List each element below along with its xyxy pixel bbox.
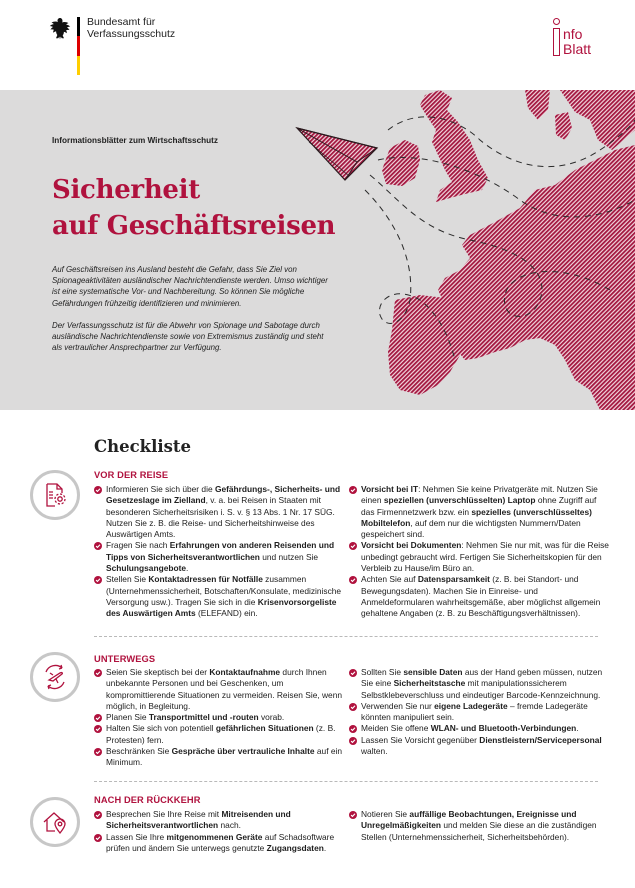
check-icon: [94, 542, 102, 550]
checklist-item: [94, 832, 344, 855]
checklist-column-left: [94, 667, 344, 769]
check-icon: [94, 748, 102, 756]
item-emphasis: Erfahrungen von anderen Reisenden und Tipps von Sicherheitsverantwortlichen: [106, 540, 335, 562]
item-text: Notieren Sie: [361, 809, 410, 819]
intro-paragraph-2: Der Verfassungsschutz ist für die Abwehr von Spionage und Sabotage durch ausländische Nachrichtendienste sowie von Extremismus zuständig und steht als vertraulicher Ansprechpartner zur Verfügung.: [52, 321, 324, 353]
title-line-1: Sicherheit: [52, 175, 200, 205]
map-iberia: [388, 295, 478, 395]
item-text: Besprechen Sie Ihre Reise mit: [106, 809, 222, 819]
item-text: (z. B. Protesten) fern.: [106, 723, 336, 745]
item-text: : Nehmen Sie keine Privatgeräte mit. Nutzen Sie einen: [361, 484, 598, 506]
checklist-column-right: [349, 484, 611, 620]
map-scandinavia: [525, 90, 635, 150]
checklist-item: [349, 540, 611, 574]
item-text: Beschränken Sie: [106, 746, 172, 757]
item-text: (ELEFAND) ein.: [195, 608, 258, 619]
item-emphasis: spezielles (unverschlüsseltes) Mobiltelefon: [361, 506, 592, 528]
hero-banner: [0, 90, 635, 410]
series-kicker: Informationsblätter zum Wirtschaftsschutz: [52, 136, 218, 145]
item-text: Meiden Sie offene: [361, 723, 431, 734]
item-emphasis: Dienstleistern/Servicepersonal: [479, 734, 602, 745]
logo-word-blatt: Blatt: [563, 41, 592, 57]
item-text: nach.: [218, 820, 241, 831]
check-icon: [94, 714, 102, 722]
checklist-item: [349, 701, 611, 724]
item-text: .: [323, 842, 327, 853]
check-icon: [349, 703, 357, 711]
item-text: Stellen Sie: [106, 574, 149, 585]
checklist-item: [349, 667, 611, 701]
checklist-item: [349, 809, 611, 843]
checklist-item: [94, 746, 344, 769]
item-text: mit manipulationssicherem Selbstklebeverschluss und eindeutiger Barcode-Kennzeichnung.: [361, 678, 601, 700]
logo-word-info: nfo: [563, 26, 583, 42]
check-icon: [94, 834, 102, 842]
infoblatt-logo: [551, 18, 621, 58]
checklist-item: [94, 540, 344, 574]
item-text: , v. a. bei Reisen in Staaten mit besonderen Sicherheitsrisiken i. S. v. § 13 Abs. 1 Nr. 17 SÜG. Nutzen Sie z. B. die Reise- und Sicherheitshinweise des Auswärtigen Amts.: [106, 495, 335, 540]
item-text: auf ein Minimum.: [106, 746, 343, 768]
item-emphasis: Datensparsamkeit: [417, 574, 490, 585]
federal-eagle-icon: [49, 17, 71, 41]
checklist-item: [94, 667, 344, 712]
item-emphasis: Zugangsdaten: [266, 842, 324, 853]
checklist-item: [94, 574, 344, 619]
item-emphasis: eigene Ladegeräte: [434, 700, 508, 711]
checklist-column-left: [94, 484, 344, 620]
item-text: durch Ihnen unbekannte Personen und bei Geschenken, um kompromittierende Situationen zu vermeiden. Reisen Sie, wenn möglich, in Begleitung.: [106, 667, 343, 711]
item-emphasis: Vorsicht bei Dokumenten: [361, 540, 462, 551]
flag-stripe-red: [77, 36, 80, 55]
checklist-item: [94, 484, 344, 540]
check-icon: [94, 669, 102, 677]
item-text: auf Schadsoftware prüfen und ändern Sie unterwegs genutzte: [106, 831, 335, 853]
item-text: aus der Hand geben müssen, nutzen Sie eine: [361, 667, 603, 689]
item-emphasis: Mitreisenden und Sicherheitsverantwortlichen: [106, 809, 291, 831]
item-emphasis: auffällige Beobachtungen, Ereignisse und Unregelmäßigkeiten: [361, 809, 577, 831]
flag-stripe-gold: [77, 56, 80, 75]
item-text: .: [576, 723, 579, 734]
item-text: , auf dem nur die wichtigsten Nummern/Daten gespeichert sind.: [361, 517, 581, 540]
title-line-2: auf Geschäftsreisen: [52, 211, 336, 241]
item-emphasis: Kontaktaufnahme: [209, 667, 281, 677]
check-icon: [349, 576, 357, 584]
section-heading: NACH DER RÜCKKEHR: [94, 795, 201, 805]
item-emphasis: Gespräche über vertrauliche Inhalte: [171, 746, 315, 757]
section-divider: [94, 781, 598, 782]
item-text: ohne Zugriff auf das Firmennetzwerk bzw. ein: [361, 495, 597, 517]
item-text: und nutzen Sie: [259, 551, 319, 562]
checklist-item: [349, 723, 611, 734]
check-icon: [94, 576, 102, 584]
checklist-title: Checkliste: [94, 437, 192, 456]
item-emphasis: sensible Daten: [403, 667, 463, 677]
check-icon: [349, 737, 357, 745]
section-divider: [94, 636, 598, 637]
item-text: vorab.: [258, 712, 285, 723]
flag-stripe-black: [77, 17, 80, 36]
item-emphasis: gefährlichen Situationen: [215, 723, 314, 734]
check-icon: [349, 669, 357, 677]
document-gear-icon: [30, 470, 80, 520]
checklist-column-right: [349, 809, 611, 843]
checklist-item: [349, 735, 611, 758]
logo-i-dot: [553, 18, 560, 25]
item-text: Achten Sie auf: [361, 574, 418, 585]
item-text: zusammen (Unternehmenssicherheit, Botschaften/Konsulate, medizinische Versorgung usw.). Tragen Sie sich in die: [106, 574, 342, 607]
item-emphasis: WLAN- und Bluetooth-Verbindungen: [430, 723, 577, 734]
check-icon: [349, 486, 357, 494]
item-text: Lassen Sie Vorsicht gegenüber: [361, 734, 480, 745]
map-great-britain: [420, 90, 488, 202]
item-text: walten.: [361, 746, 388, 757]
item-text: Seien Sie skeptisch bei der: [106, 667, 210, 677]
item-text: Verwenden Sie nur: [361, 700, 435, 711]
item-text: (z. B. bei Standort- und Bewegungsdaten). Machen Sie in Einreise- und Anmeldeformularen wahrheitsgemäße, aber möglichst allgemein gehaltene Angaben (z. B. zu Beschäftigungsverhältnissen).: [361, 574, 601, 619]
item-text: Informieren Sie sich über die: [106, 484, 215, 494]
item-emphasis: Sicherheitstasche: [393, 678, 466, 689]
org-name-line2: Verfassungsschutz: [87, 28, 176, 40]
check-icon: [94, 725, 102, 733]
check-icon: [94, 811, 102, 819]
checklist-column-right: [349, 667, 611, 757]
item-emphasis: Krisenvorsorgeliste des Auswärtigen Amts: [106, 596, 337, 619]
checklist-item: [349, 574, 611, 619]
check-icon: [349, 811, 357, 819]
item-text: Fragen Sie nach: [106, 540, 170, 551]
item-text: – fremde Ladegeräte könnten manipuliert sein.: [361, 700, 588, 723]
plane-cycle-icon: [30, 652, 80, 702]
item-text: : Nehmen Sie nur mit, was für die Reise unbedingt gebraucht wird. Fertigen Sie Sicherheitskopien für den Verbleib zu Hause/im Büro an.: [361, 540, 609, 574]
home-location-icon: [30, 797, 80, 847]
item-text: und melden Sie diese an die zuständigen Stellen (Unternehmenssicherheit, Sicherheitsbehörden).: [361, 820, 597, 842]
german-flag-bar: [77, 17, 80, 75]
intro-paragraph-1: Auf Geschäftsreisen ins Ausland besteht die Gefahr, dass Sie Ziel von Spionageaktivitäten ausländischer Nachrichtendienste werden. Umso wichtiger ist eine systematische Vor- und Nachbereitung. So können Sie mögliche Gefährdungen frühzeitig identifizieren und minimieren.: [52, 265, 328, 308]
item-text: Halten Sie sich von potentiell: [106, 723, 216, 734]
checklist-item: [94, 809, 344, 832]
item-emphasis: Gefährdungs-, Sicherheits- und Gesetzeslage im Zielland: [106, 484, 341, 506]
check-icon: [94, 486, 102, 494]
map-ireland: [382, 140, 420, 186]
item-text: .: [186, 563, 189, 574]
page-title: [52, 172, 335, 244]
checklist-item: [94, 723, 344, 746]
item-emphasis: Schulungsangebote: [106, 563, 187, 574]
page-header: [0, 0, 635, 90]
check-icon: [349, 725, 357, 733]
organization-name: [87, 16, 175, 40]
section-heading: VOR DER REISE: [94, 470, 169, 480]
item-emphasis: Transportmittel und -routen: [148, 712, 259, 723]
org-name-line1: Bundesamt für: [87, 16, 156, 28]
item-emphasis: Kontaktadressen für Notfälle: [148, 574, 263, 585]
section-heading: UNTERWEGS: [94, 654, 156, 664]
item-emphasis: mitgenommenen Geräte: [166, 831, 263, 842]
checklist-column-left: [94, 809, 344, 854]
map-denmark: [555, 112, 572, 140]
item-emphasis: Vorsicht bei IT: [361, 484, 419, 494]
checklist-item: [94, 712, 344, 723]
item-emphasis: speziellen (unverschlüsselten) Laptop: [383, 495, 536, 506]
checklist-item: [349, 484, 611, 540]
logo-i-stem: [553, 28, 560, 56]
item-text: Lassen Sie Ihre: [106, 831, 167, 842]
check-icon: [349, 542, 357, 550]
item-text: Planen Sie: [106, 712, 149, 723]
item-text: Sollten Sie: [361, 667, 404, 677]
